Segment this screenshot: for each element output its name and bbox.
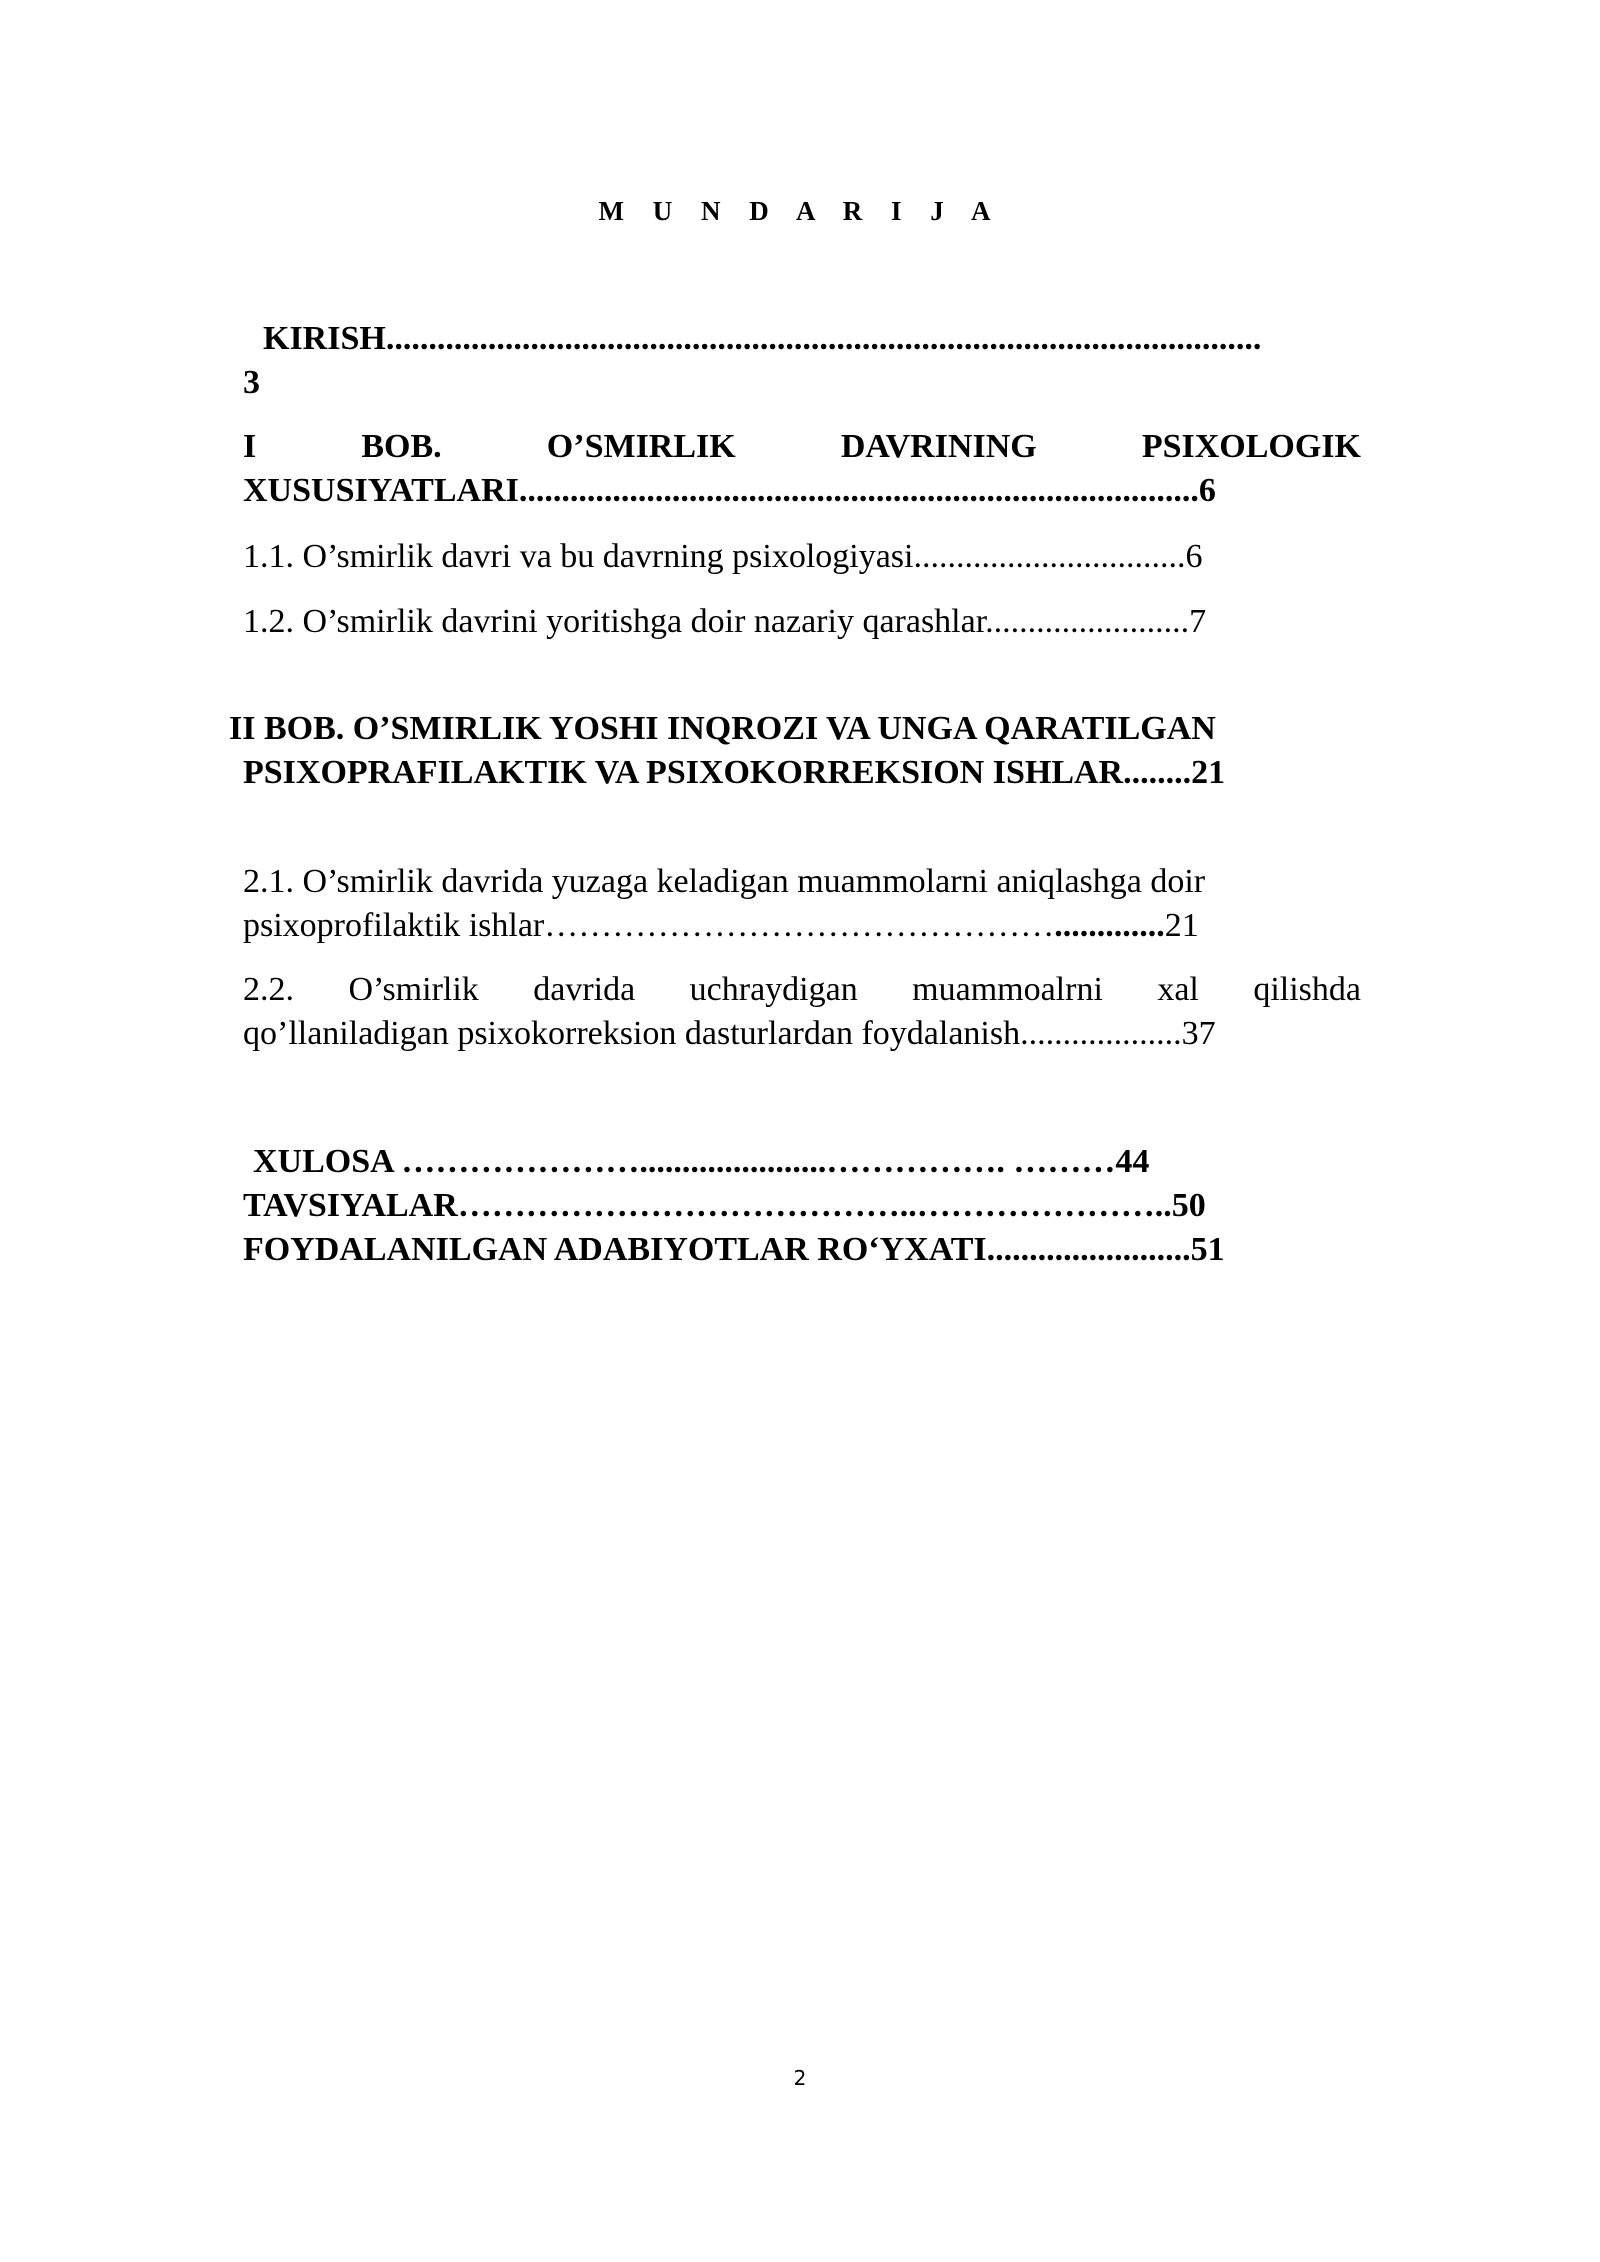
toc-entry-tavsiyalar — [243, 1184, 1361, 1228]
toc-entry-section-2-2-line2: qo’llaniladigan psixokorreksion dasturlardan foydalanish...................37 — [243, 1015, 1216, 1052]
page-title: M U N D A R I J A — [598, 196, 1002, 226]
toc-entry-chapter-1 — [243, 425, 1361, 513]
toc-entry-section-2-1-text: psixoprofilaktik ishlar……………………………………… — [243, 907, 1055, 944]
toc-entry-chapter-1-line2: XUSUSIYATLARI................................................................................6 — [243, 472, 1216, 509]
toc-entry-chapter-2-line1: II BOB. O’SMIRLIK YOSHI INQROZI VA UNGA QARATILGAN — [229, 710, 1216, 747]
toc-entry-section-2-1-page: 21 — [1164, 907, 1199, 944]
toc-entry-section-2-2-line1: 2.2. O’smirlik davrida uchraydigan muammoalrni xal qilishda — [243, 971, 1361, 1008]
page-number: 2 — [793, 2066, 807, 2090]
toc-entry-chapter-2 — [229, 707, 1361, 795]
toc-entry-section-1-2-text: 1.2. O’smirlik davrini yoritishga doir nazariy qarashlar........................7 — [243, 603, 1207, 640]
toc-entry-section-2-1 — [243, 860, 1361, 948]
toc-entry-section-2-2 — [243, 968, 1361, 1056]
toc-entry-chapter-2-line2: PSIXOPRAFILAKTIK VA PSIXOKORREKSION ISHLAR........21 — [243, 754, 1226, 791]
toc-entry-section-1-1 — [243, 535, 1361, 579]
toc-entry-kirish-page: 3 — [243, 364, 260, 401]
toc-entry-section-2-1-line2 — [243, 904, 1361, 948]
toc-entry-section-2-1-line1: 2.1. O’smirlik davrida yuzaga keladigan muammolarni aniqlashga doir — [243, 863, 1206, 900]
toc-entry-kirish — [243, 317, 1361, 405]
toc-entry-adabiyotlar — [243, 1228, 1361, 1272]
toc-entry-xulosa — [243, 1140, 1361, 1184]
toc-entry-section-1-2 — [243, 600, 1361, 644]
toc-entry-chapter-1-line1: I BOB. O’SMIRLIK DAVRINING PSIXOLOGIK — [243, 428, 1361, 465]
toc-entry-section-2-1-leader: ............. — [1054, 907, 1165, 944]
toc-entry-xulosa-text: XULOSA …………………......................……………. ………44 — [253, 1143, 1150, 1180]
toc-entry-tavsiyalar-text: TAVSIYALAR…………………………………..…………………..50 — [243, 1187, 1206, 1224]
toc-entry-adabiyotlar-text: FOYDALANILGAN ADABIYOTLAR RO‘YXATI........................51 — [243, 1231, 1225, 1268]
toc-entry-section-1-1-text: 1.1. O’smirlik davri va bu davrning psixologiyasi................................6 — [243, 538, 1203, 575]
toc-entry-kirish-line1: KIRISH....................................................................................................... — [263, 320, 1262, 357]
